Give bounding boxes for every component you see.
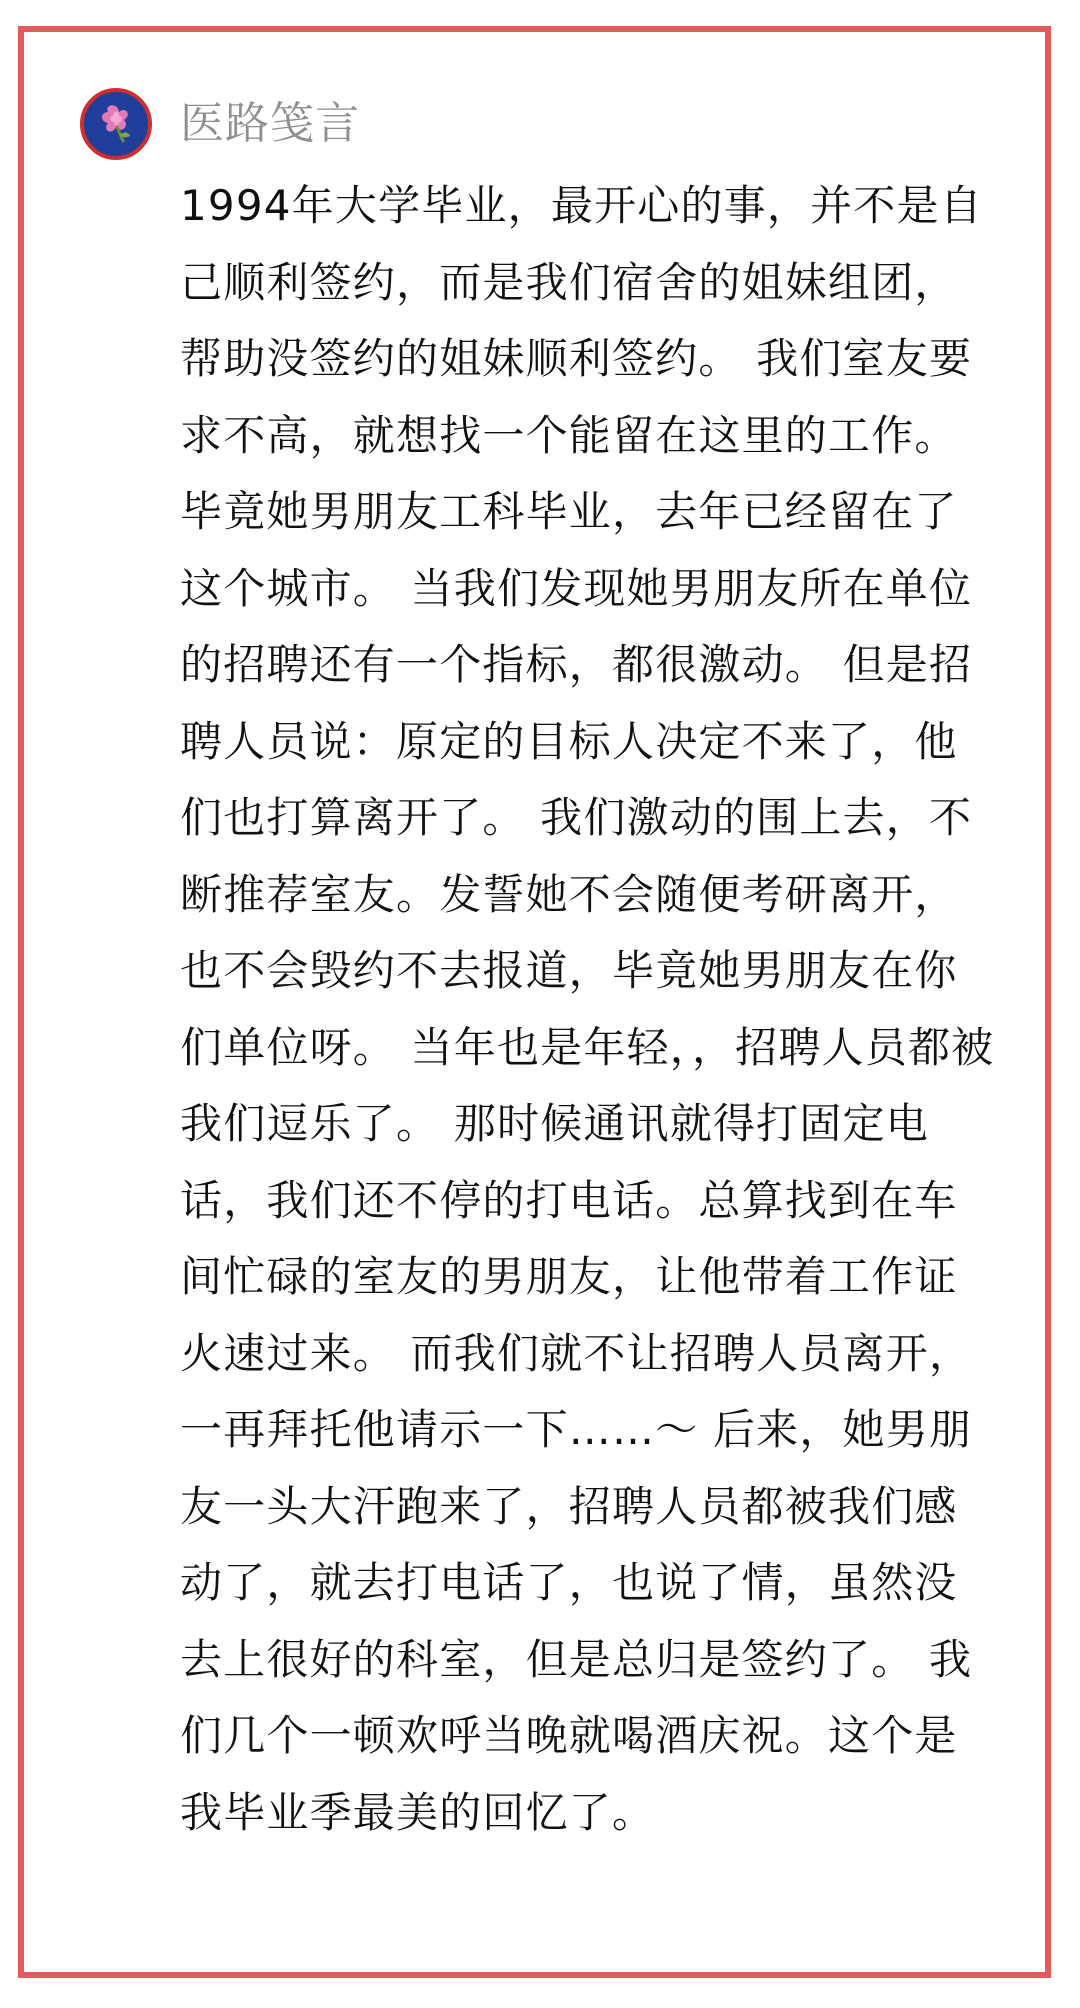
flower-avatar-icon (84, 92, 148, 156)
author-name[interactable]: 医路笺言 (180, 98, 360, 149)
avatar[interactable] (80, 88, 152, 160)
post-body: 1994年大学毕业，最开心的事，并不是自己顺利签约，而是我们宿舍的姐妹组团，帮助没签约的姐妹顺利签约。 我们室友要求不高，就想找一个能留在这里的工作。 毕竟她男朋友工科毕业，去年已经留在了这个城市。 当我们发现她男朋友所在单位的招聘还有一个指标，都很激动。 但是招聘人员说：原定的目标人决定不来了，他们也打算离开了。 我们激动的围上去，不断推荐室友。发誓她不会随便考研离开，也不会毁约不去报道，毕竟她男朋友在你们单位呀。 当年也是年轻，，招聘人员都被我们逗乐了。 那时候通讯就得打固定电话，我们还不停的打电话。总算找到在车间忙碌的室友的男朋友，让他带着工作证火速过来。 而我们就不让招聘人员离开，一再拜托他请示一下……～ 后来，她男朋友一头大汗跑来了，招聘人员都被我们感动了，就去打电话了，也说了情，虽然没去上很好的科室，但是总归是签约了。 我们几个一顿欢呼当晚就喝酒庆祝。这个是我毕业季最美的回忆了。 (180, 181, 995, 1837)
post-header (80, 88, 360, 160)
